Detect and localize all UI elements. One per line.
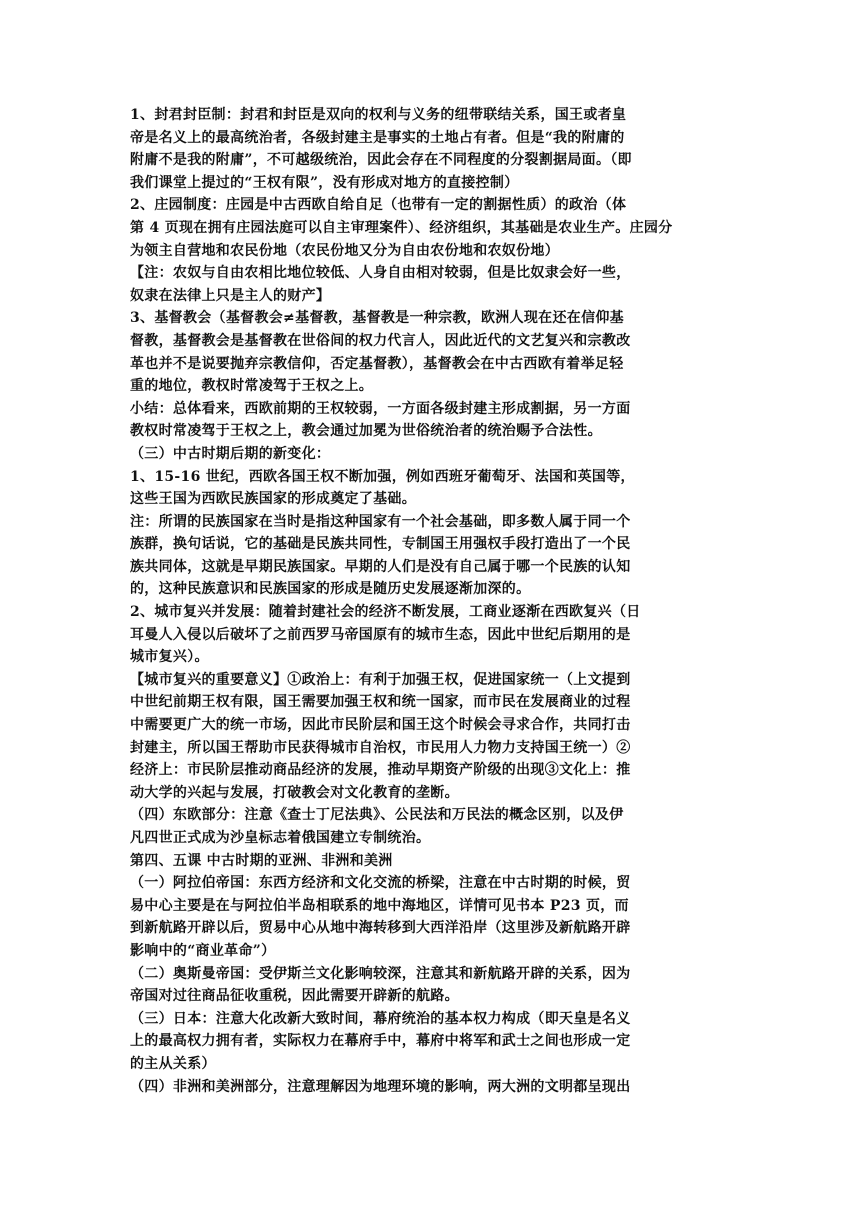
text-line: （四）东欧部分：注意《查士丁尼法典》、公民法和万民法的概念区别，以及伊	[130, 807, 624, 824]
text-line: 中需要更广大的统一市场，因此市民阶层和国王这个时候会寻求合作，共同打击	[130, 717, 631, 734]
text-line: 到新航路开辟以后，贸易中心从地中海转移到大西洋沿岸（这里涉及新航路开辟	[130, 920, 631, 937]
text-line: 【城市复兴的重要意义】①政治上：有利于加强王权，促进国家统一（上文提到	[130, 671, 631, 688]
text-line: 重的地位，教权时常凌驾于王权之上。	[130, 378, 374, 395]
text-line: 1、15-16 世纪，西欧各国王权不断加强，例如西班牙葡萄牙、法国和英国等，	[130, 468, 635, 485]
text-line: （三）日本：注意大化改新大致时间，幕府统治的基本权力构成（即天皇是名义	[130, 1010, 631, 1027]
document-page	[130, 104, 720, 1098]
text-line: 注：所谓的民族国家在当时是指这种国家有一个社会基础，即多数人属于同一个	[130, 513, 631, 530]
text-line: 2、庄园制度：庄园是中古西欧自给自足（也带有一定的割据性质）的政治（体	[130, 197, 627, 214]
text-line: 2、城市复兴并发展：随着封建社会的经济不断发展，工商业逐渐在西欧复兴（日	[130, 604, 641, 621]
text-line: 3、基督教会（基督教会≠基督教，基督教是一种宗教，欧洲人现在还在信仰基	[130, 310, 624, 327]
text-line: 的，这种民族意识和民族国家的形成是随历史发展逐渐加深的。	[130, 581, 531, 598]
text-line: 第四、五课 中古时期的亚洲、非洲和美洲	[130, 852, 393, 869]
text-line: 经济上：市民阶层推动商品经济的发展，推动早期资产阶级的出现③文化上：推	[130, 762, 631, 779]
text-line: 这些王国为西欧民族国家的形成奠定了基础。	[130, 491, 416, 508]
text-line: 中世纪前期王权有限，国王需要加强王权和统一国家，而市民在发展商业的过程	[130, 694, 631, 711]
text-line: 小结：总体看来，西欧前期的王权较弱，一方面各级封建主形成割据，另一方面	[130, 400, 631, 417]
text-line: 革也并不是说要抛弃宗教信仰，否定基督教），基督教会在中古西欧有着举足轻	[130, 355, 624, 372]
text-line: 易中心主要是在与阿拉伯半岛相联系的地中海地区，详情可见书本 P23 页，而	[130, 897, 629, 914]
text-line: 族共同体，这就是早期民族国家。早期的人们是没有自己属于哪一个民族的认知	[130, 558, 631, 575]
text-line: 的主从关系）	[130, 1055, 216, 1072]
text-line: （二）奥斯曼帝国：受伊斯兰文化影响较深，注意其和新航路开辟的关系，因为	[130, 965, 631, 982]
text-line: （一）阿拉伯帝国：东西方经济和文化交流的桥梁，注意在中古时期的时候，贸	[130, 875, 631, 892]
text-line: 【注：农奴与自由农相比地位较低、人身自由相对较弱，但是比奴隶会好一些，	[130, 265, 631, 282]
text-line: 耳曼人入侵以后破坏了之前西罗马帝国原有的城市生态，因此中世纪后期用的是	[130, 626, 631, 643]
text-line: 为领主自营地和农民份地（农民份地又分为自由农份地和农奴份地）	[130, 242, 559, 259]
text-line: 第 4 页现在拥有庄园法庭可以自主审理案件）、经济组织，其基础是农业生产。庄园分	[130, 219, 673, 236]
text-line: 帝是名义上的最高统治者，各级封建主是事实的土地占有者。但是“我的附庸的	[130, 129, 625, 146]
text-line: 督教，基督教会是基督教在世俗间的权力代言人，因此近代的文艺复兴和宗教改	[130, 332, 631, 349]
text-line: 影响中的“商业革命”）	[130, 942, 276, 959]
text-line: （四）非洲和美洲部分，注意理解因为地理环境的影响，两大洲的文明都呈现出	[130, 1078, 631, 1095]
text-line: （三）中古时期后期的新变化：	[130, 445, 331, 462]
text-line: 上的最高权力拥有者，实际权力在幕府手中，幕府中将军和武士之间也形成一定	[130, 1033, 631, 1050]
text-line: 动大学的兴起与发展，打破教会对文化教育的垄断。	[130, 784, 459, 801]
text-line: 族群，换句话说，它的基础是民族共同性，专制国王用强权手段打造出了一个民	[130, 536, 631, 553]
text-line: 教权时常凌驾于王权之上，教会通过加冕为世俗统治者的统治赐予合法性。	[130, 423, 602, 440]
text-line: 附庸不是我的附庸”，不可越级统治，因此会存在不同程度的分裂割据局面。（即	[130, 152, 632, 169]
text-line: 帝国对过往商品征收重税，因此需要开辟新的航路。	[130, 988, 459, 1005]
text-line: 奴隶在法律上只是主人的财产】	[130, 287, 331, 304]
text-line: 我们课堂上提过的“王权有限”，没有形成对地方的直接控制）	[130, 174, 519, 191]
text-line: 封建主，所以国王帮助市民获得城市自治权，市民用人力物力支持国王统一）②	[130, 739, 631, 756]
text-line: 1、封君封臣制：封君和封臣是双向的权利与义务的纽带联结关系，国王或者皇	[130, 107, 627, 123]
text-line: 凡四世正式成为沙皇标志着俄国建立专制统治。	[130, 830, 431, 846]
text-line: 城市复兴）。	[130, 649, 209, 666]
